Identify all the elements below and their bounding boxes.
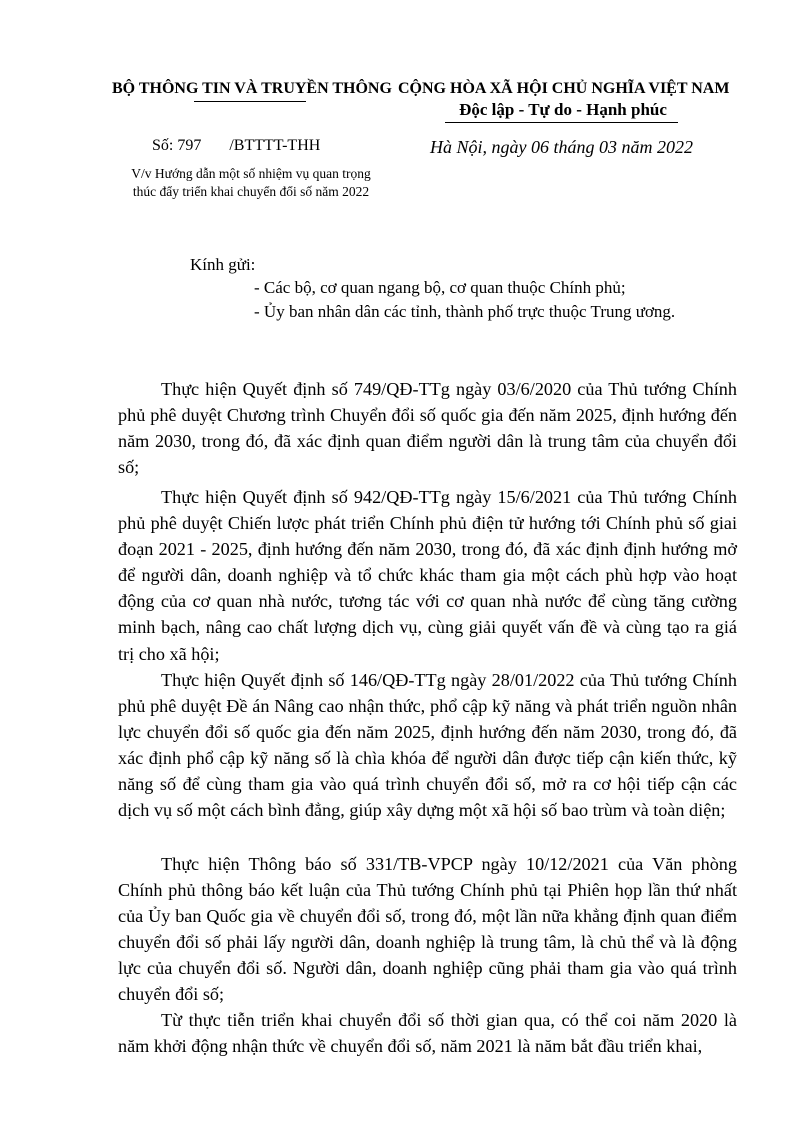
republic-name: CỘNG HÒA XÃ HỘI CHỦ NGHĨA VIỆT NAM: [398, 80, 730, 97]
ministry-name: BỘ THÔNG TIN VÀ TRUYỀN THÔNG: [112, 80, 392, 97]
body-paragraph: Thực hiện Quyết định số 146/QĐ-TTg ngày 28/01/2022 của Thủ tướng Chính phủ phê duyệt Đề án Nâng cao nhận thức, phổ cập kỹ năng và phát triển nguồn nhân lực chuyển đổi số quốc gia đến năm 2025, định hướng đến năm 2030, trong đó, đã xác định phổ cập kỹ năng số là chìa khóa để người dân được tiếp cận kiến thức, kỹ năng số để cùng tham gia vào quá trình chuyển đổi số, mở ra cơ hội tiếp cận các dịch vụ số một cách bình đẳng, giúp xây dựng một xã hội số bao trùm và toàn diện;: [118, 670, 737, 821]
document-number: [152, 137, 320, 155]
salutation-label: Kính gửi:: [190, 255, 256, 274]
subject-line-1: V/v Hướng dẫn một số nhiệm vụ quan trọng: [131, 166, 371, 181]
document-number-prefix: Số: 797: [152, 137, 202, 154]
body-paragraph: Thực hiện Quyết định số 942/QĐ-TTg ngày 15/6/2021 của Thủ tướng Chính phủ phê duyệt Chiến lược phát triển Chính phủ điện tử hướng tới Chính phủ số giai đoạn 2021 - 2025, định hướng đến năm 2030, trong đó, đã xác định định hướng mở để người dân, doanh nghiệp và tổ chức khác tham gia một cách phù hợp vào hoạt động của cơ quan nhà nước, tương tác với cơ quan nhà nước để cùng tăng cường minh bạch, nâng cao chất lượng dịch vụ, cùng giải quyết vấn đề và cùng tạo ra giá trị cho xã hội;: [118, 487, 737, 664]
body-paragraph: Thực hiện Quyết định số 749/QĐ-TTg ngày 03/6/2020 của Thủ tướng Chính phủ phê duyệt Chương trình Chuyển đổi số quốc gia đến năm 2025, định hướng đến năm 2030, trong đó, đã xác định quan điểm người dân là trung tâm của chuyển đổi số;: [118, 379, 737, 478]
motto-underline: [445, 122, 678, 123]
recipient-item: - Các bộ, cơ quan ngang bộ, cơ quan thuộc Chính phủ;: [254, 278, 626, 297]
recipient-item: - Ủy ban nhân dân các tỉnh, thành phố trực thuộc Trung ương.: [254, 302, 676, 321]
body-paragraph: Thực hiện Thông báo số 331/TB-VPCP ngày 10/12/2021 của Văn phòng Chính phủ thông báo kết luận của Thủ tướng Chính phủ tại Phiên họp lần thứ nhất của Ủy ban Quốc gia về chuyển đổi số, trong đó, một lần nữa khẳng định quan điểm chuyển đổi số phải lấy người dân, doanh nghiệp là trung tâm, là chủ thể và là động lực của chuyển đổi số. Người dân, doanh nghiệp cũng phải tham gia vào quá trình chuyển đổi số;: [118, 854, 737, 1005]
issue-date: Hà Nội, ngày 06 tháng 03 năm 2022: [430, 137, 693, 157]
document-number-suffix: /BTTTT-THH: [229, 137, 321, 154]
ministry-underline: [194, 101, 306, 102]
body-paragraph: Từ thực tiễn triển khai chuyển đổi số thời gian qua, có thể coi năm 2020 là năm khởi động nhận thức về chuyển đổi số, năm 2021 là năm bắt đầu triển khai,: [118, 1010, 737, 1057]
subject-line-2: thúc đẩy triển khai chuyển đổi số năm 2022: [132, 184, 370, 199]
national-motto: Độc lập - Tự do - Hạnh phúc: [459, 100, 667, 119]
